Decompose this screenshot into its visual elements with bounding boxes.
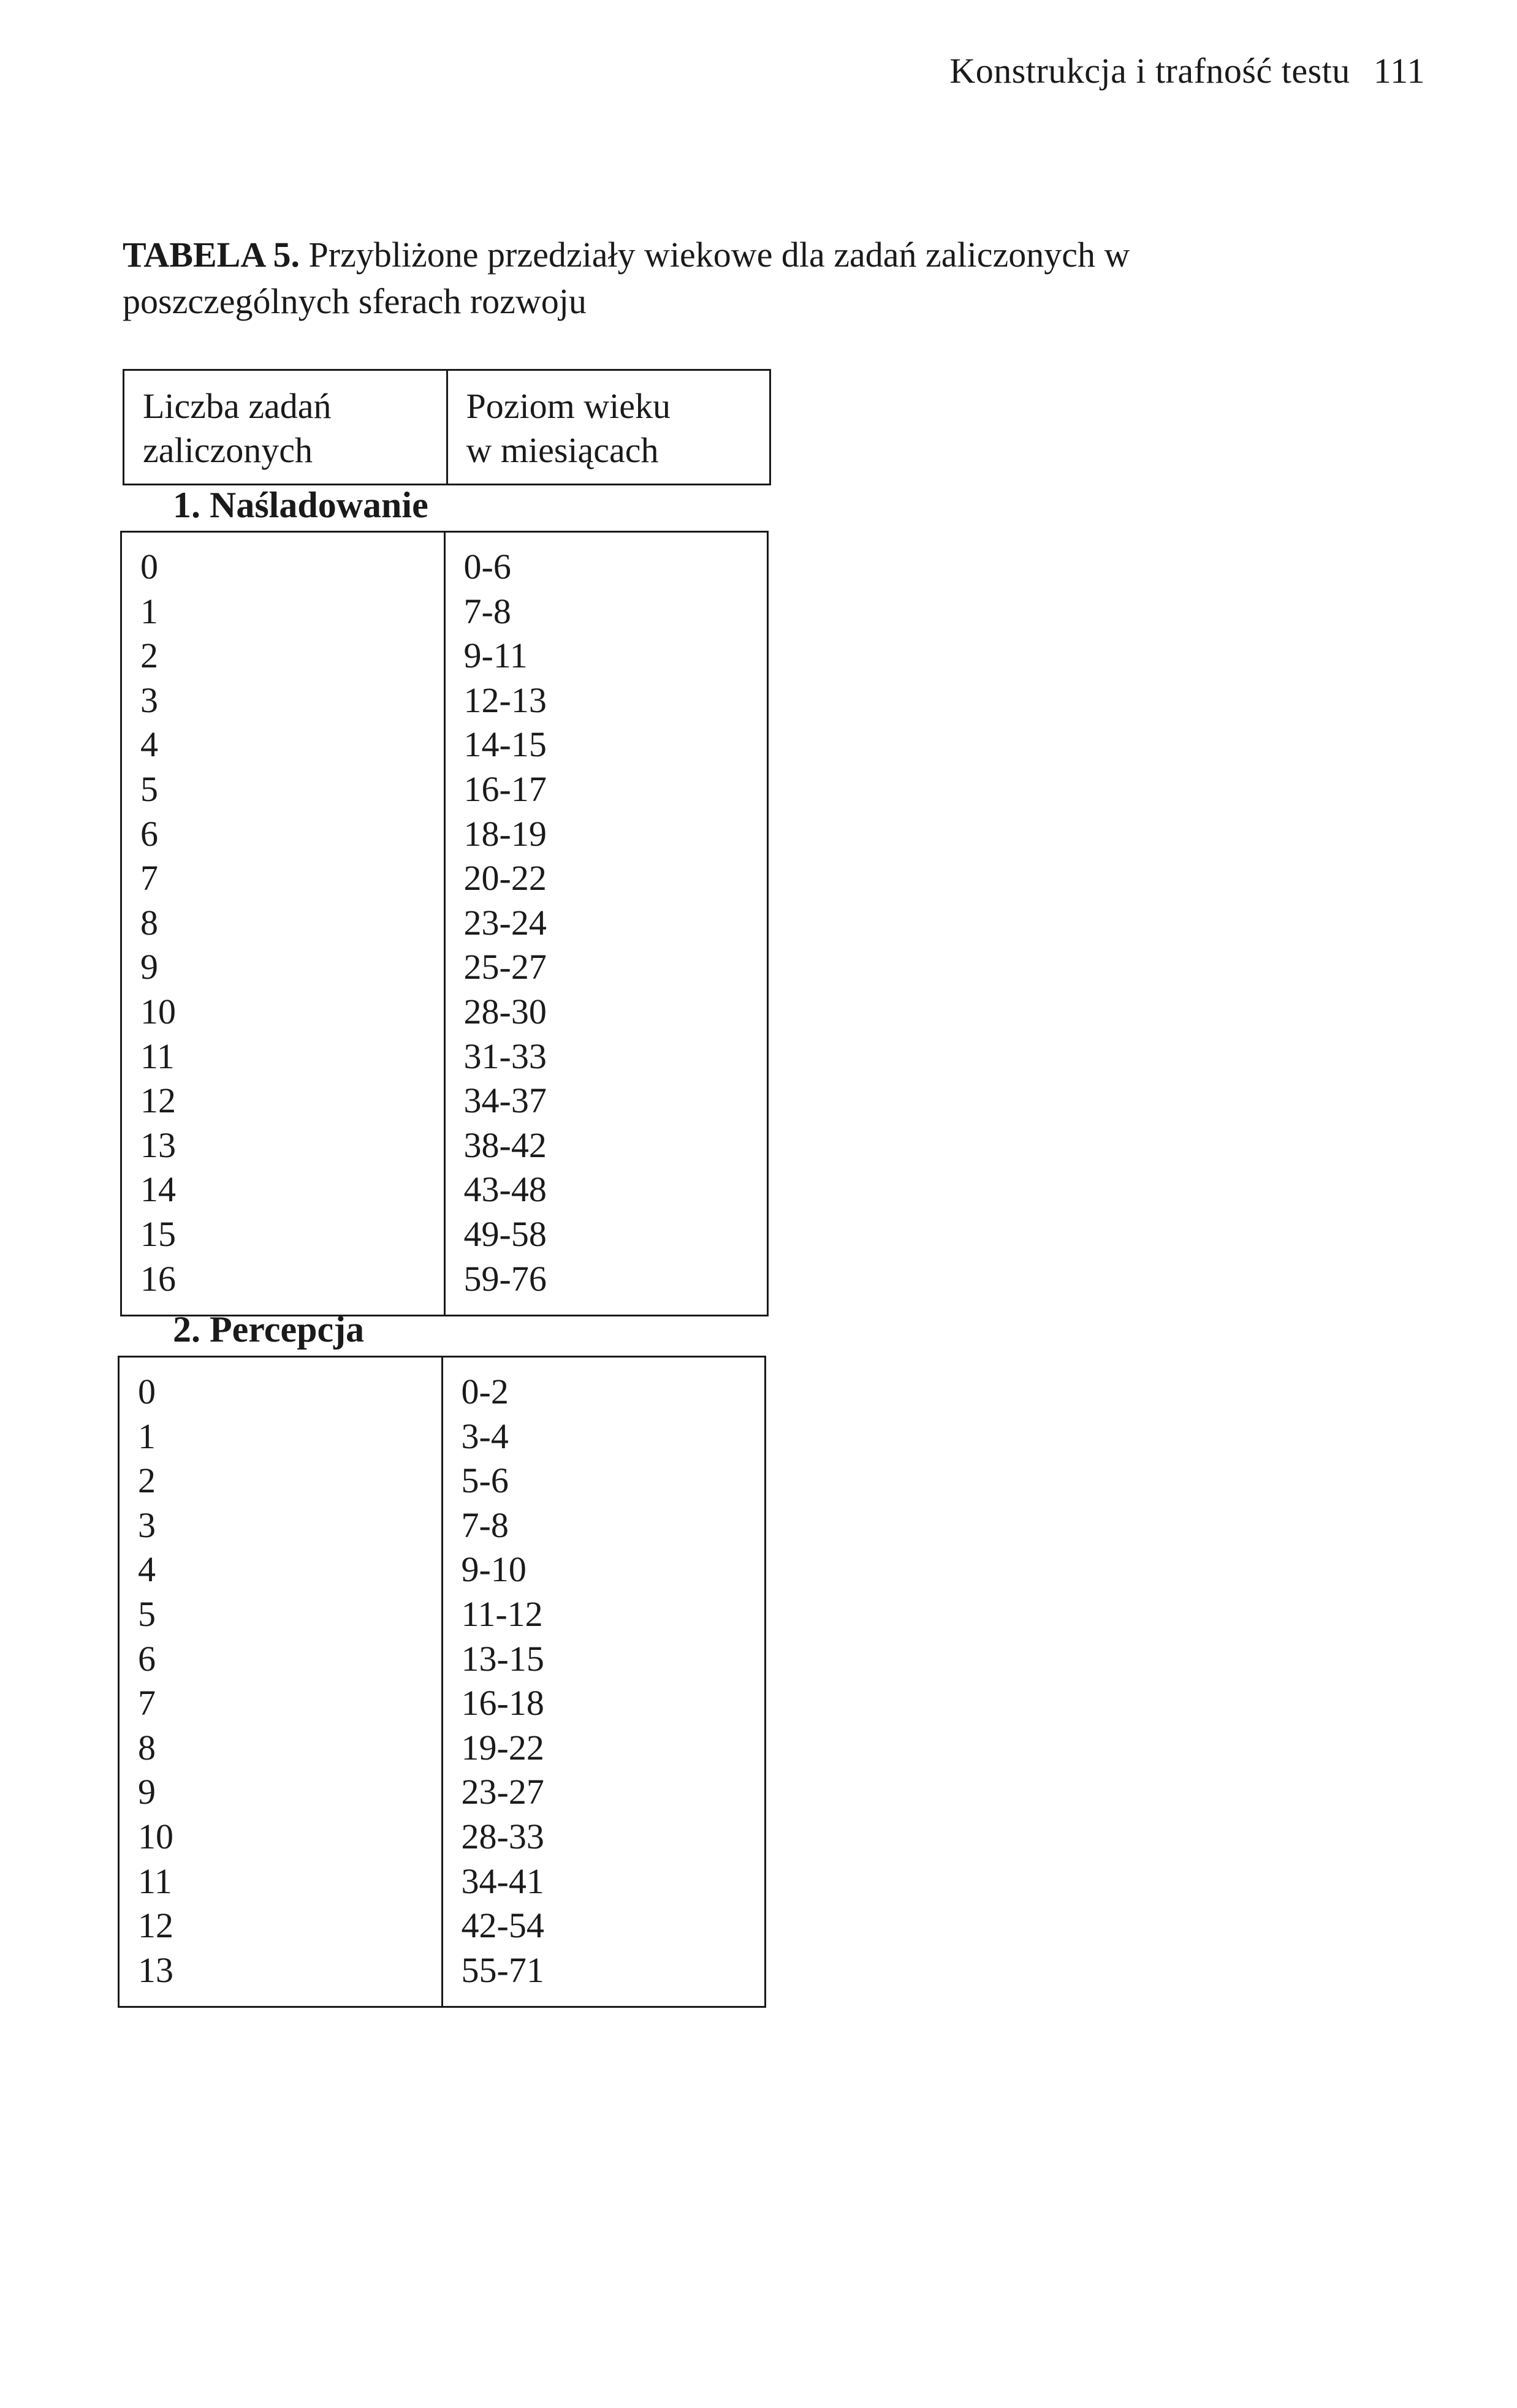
header-col-count-line-1: Liczba zadań [143, 386, 332, 426]
cell-tasks-passed: 5 [119, 1592, 443, 1637]
table-row [119, 1859, 766, 1904]
cell-age-range: 9-11 [444, 634, 768, 678]
cell-tasks-passed: 4 [121, 723, 445, 767]
cell-age-range: 18-19 [444, 812, 768, 857]
cell-age-range: 11-12 [442, 1592, 766, 1637]
cell-tasks-passed: 11 [121, 1035, 445, 1079]
table-row [119, 1726, 766, 1771]
table-row [121, 901, 768, 946]
cell-age-range: 19-22 [442, 1726, 766, 1771]
header-col-count-line-2: zaliczonych [143, 430, 313, 470]
header-col-age [447, 370, 770, 485]
cell-age-range: 55-71 [442, 1948, 766, 2007]
table-header [123, 369, 771, 485]
table-row [121, 1123, 768, 1168]
table-header-row [124, 370, 770, 485]
cell-tasks-passed: 4 [119, 1548, 443, 1592]
cell-age-range: 31-33 [444, 1035, 768, 1079]
table-row [121, 767, 768, 812]
cell-tasks-passed: 14 [121, 1168, 445, 1212]
page-number: 111 [1373, 51, 1425, 91]
cell-age-range: 28-33 [442, 1815, 766, 1859]
section-title-imitation: 1. Naśladowanie [173, 485, 428, 525]
cell-age-range: 38-42 [444, 1123, 768, 1168]
cell-tasks-passed: 6 [119, 1637, 443, 1682]
table-row [121, 634, 768, 678]
cell-age-range: 13-15 [442, 1637, 766, 1682]
cell-tasks-passed: 7 [119, 1681, 443, 1726]
cell-age-range: 23-24 [444, 901, 768, 946]
running-head-title: Konstrukcja i trafność testu [949, 51, 1350, 91]
table-row [119, 1357, 766, 1415]
table-row [119, 1637, 766, 1682]
header-col-age-line-1: Poziom wieku [466, 386, 671, 426]
table-row [121, 812, 768, 857]
cell-tasks-passed: 10 [119, 1815, 443, 1859]
table-row [121, 590, 768, 634]
table-row [121, 1212, 768, 1257]
table-row [119, 1904, 766, 1948]
cell-age-range: 23-27 [442, 1770, 766, 1815]
cell-age-range: 7-8 [442, 1503, 766, 1548]
cell-age-range: 49-58 [444, 1212, 768, 1257]
cell-tasks-passed: 11 [119, 1859, 443, 1904]
cell-tasks-passed: 16 [121, 1257, 445, 1316]
section-table-perception [118, 1356, 766, 2008]
table-row [119, 1770, 766, 1815]
table-row [119, 1681, 766, 1726]
cell-age-range: 28-30 [444, 990, 768, 1035]
table-caption-text: Przybliżone przedziały wiekowe dla zadań zaliczonych w poszczególnych sferach rozwoju [123, 235, 1130, 321]
cell-tasks-passed: 13 [121, 1123, 445, 1168]
cell-tasks-passed: 0 [119, 1357, 443, 1415]
section-table-imitation [120, 531, 769, 1316]
cell-tasks-passed: 0 [121, 532, 445, 590]
cell-tasks-passed: 12 [119, 1904, 443, 1948]
cell-tasks-passed: 1 [121, 590, 445, 634]
cell-age-range: 0-2 [442, 1357, 766, 1415]
cell-tasks-passed: 10 [121, 990, 445, 1035]
table-row [119, 1948, 766, 2007]
table-row [119, 1415, 766, 1459]
cell-tasks-passed: 8 [119, 1726, 443, 1771]
cell-age-range: 9-10 [442, 1548, 766, 1592]
table-row [121, 1168, 768, 1212]
table-row [121, 532, 768, 590]
table-row [119, 1459, 766, 1503]
cell-age-range: 0-6 [444, 532, 768, 590]
cell-age-range: 34-37 [444, 1079, 768, 1123]
cell-tasks-passed: 15 [121, 1212, 445, 1257]
cell-tasks-passed: 6 [121, 812, 445, 857]
cell-age-range: 43-48 [444, 1168, 768, 1212]
table-row [121, 723, 768, 767]
cell-age-range: 7-8 [444, 590, 768, 634]
cell-tasks-passed: 1 [119, 1415, 443, 1459]
cell-age-range: 34-41 [442, 1859, 766, 1904]
cell-age-range: 14-15 [444, 723, 768, 767]
cell-tasks-passed: 5 [121, 767, 445, 812]
cell-age-range: 42-54 [442, 1904, 766, 1948]
cell-age-range: 16-17 [444, 767, 768, 812]
table-caption [123, 232, 1287, 325]
cell-tasks-passed: 2 [121, 634, 445, 678]
table-row [119, 1815, 766, 1859]
table-row [121, 1035, 768, 1079]
cell-tasks-passed: 8 [121, 901, 445, 946]
header-col-age-line-2: w miesiącach [466, 430, 659, 470]
table-row [121, 990, 768, 1035]
table-row [119, 1503, 766, 1548]
cell-tasks-passed: 2 [119, 1459, 443, 1503]
cell-tasks-passed: 3 [121, 678, 445, 723]
table-row [121, 1257, 768, 1316]
cell-age-range: 16-18 [442, 1681, 766, 1726]
cell-age-range: 59-76 [444, 1257, 768, 1316]
table-row [119, 1592, 766, 1637]
table-row [119, 1548, 766, 1592]
cell-tasks-passed: 12 [121, 1079, 445, 1123]
header-col-count [124, 370, 447, 485]
cell-age-range: 25-27 [444, 945, 768, 990]
cell-tasks-passed: 13 [119, 1948, 443, 2007]
cell-age-range: 5-6 [442, 1459, 766, 1503]
table-caption-label: TABELA 5. [123, 235, 300, 275]
cell-tasks-passed: 7 [121, 856, 445, 901]
running-head [949, 50, 1425, 91]
table-row [121, 678, 768, 723]
cell-age-range: 20-22 [444, 856, 768, 901]
cell-age-range: 12-13 [444, 678, 768, 723]
table-row [121, 945, 768, 990]
table-row [121, 1079, 768, 1123]
table-row [121, 856, 768, 901]
cell-tasks-passed: 9 [121, 945, 445, 990]
section-title-perception: 2. Percepcja [173, 1309, 365, 1350]
cell-tasks-passed: 9 [119, 1770, 443, 1815]
cell-age-range: 3-4 [442, 1415, 766, 1459]
cell-tasks-passed: 3 [119, 1503, 443, 1548]
